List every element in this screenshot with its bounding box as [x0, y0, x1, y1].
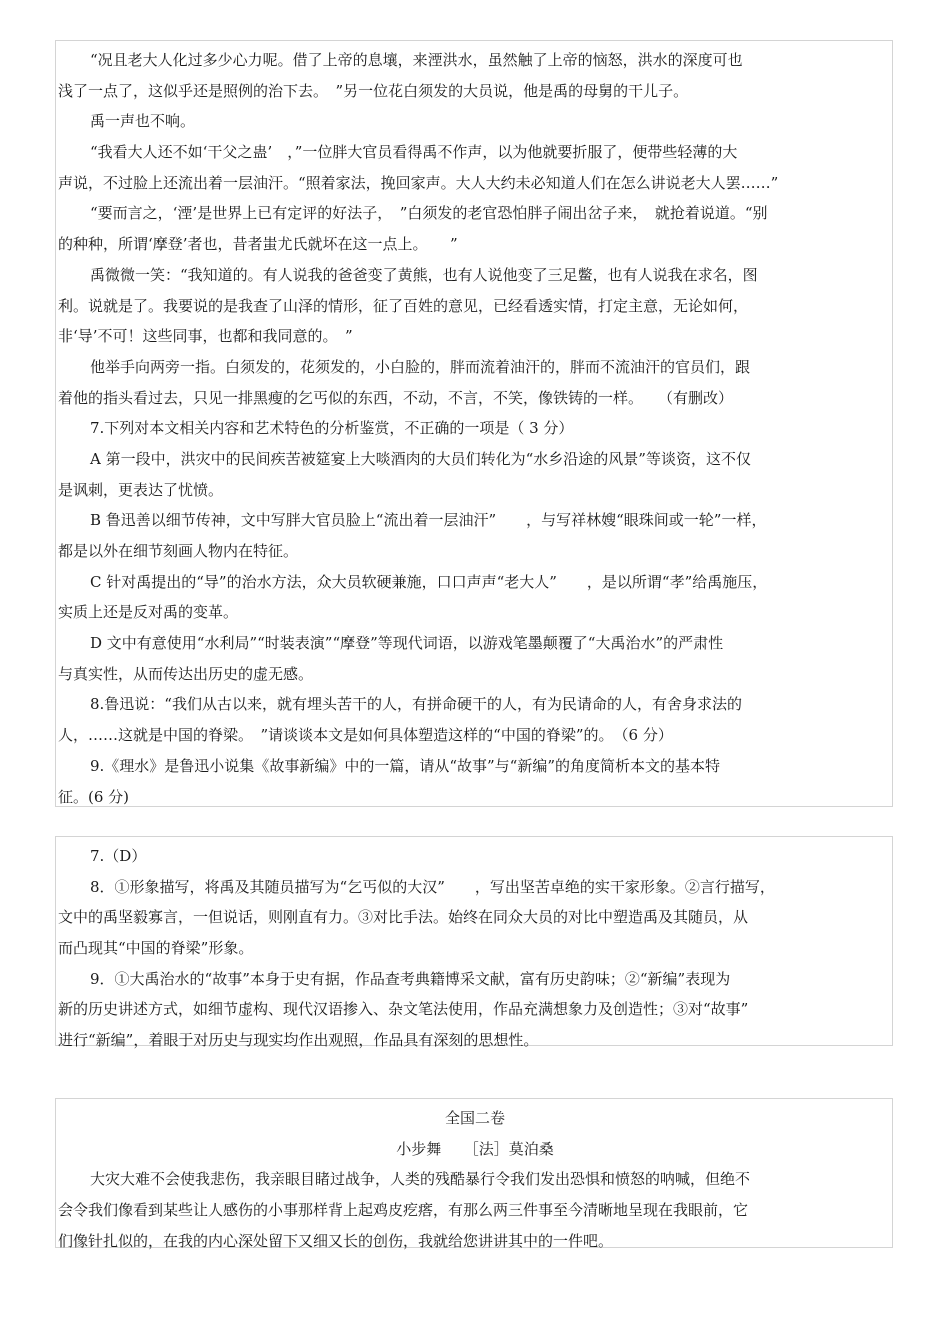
text-line: B 鲁迅善以细节传神，文中写胖大官员脸上“流出着一层油汗” ，与写祥林嫂“眼珠间或一轮”一样， — [90, 511, 767, 530]
text-line: C 针对禹提出的“导”的治水方法，众大员软硬兼施，口口声声“老大人” ，是以所谓“孝”给禹施压， — [90, 572, 768, 591]
text-line: 都是以外在细节刻画人物内在特征。 — [58, 542, 299, 560]
text-line: 7.（D） — [90, 847, 147, 865]
text-line: 们像针扎似的，在我的内心深处留下又细又长的创伤，我就给您讲讲其中的一件吧。 — [58, 1231, 614, 1250]
text-line: 新的历史讲述方式，如细节虚构、现代汉语掺入、杂文笔法使用，作品充满想象力及创造性；③对“故事” — [58, 1000, 749, 1019]
text-line: D 文中有意使用“水利局”“时装表演”“摩登”等现代词语，以游戏笔墨颠覆了“大禹治水”的严肃性 — [90, 634, 724, 653]
text-line: 文中的禹坚毅寡言，一但说话，则刚直有力。③对比手法。始终在同众大员的对比中塑造禹及其随员，从 — [58, 908, 749, 927]
text-line: 实质上还是反对禹的变革。 — [58, 603, 239, 622]
text-line: 非‘导’不可！这些同事，也都和我同意的。 ” — [58, 327, 353, 346]
text-line: 声说，不过脸上还流出着一层油汗。“照着家法，挽回家声。大人大约未必知道人们在怎么讲说老大人罢……” — [58, 173, 779, 192]
text-line: 的种种，所谓‘摩登’者也，昔者蚩尤氏就坏在这一点上。 ” — [58, 235, 458, 254]
text-line: 8.鲁迅说：“我们从古以来，就有埋头苦干的人，有拼命硬干的人，有为民请命的人，有舍身求法的 — [90, 695, 742, 714]
text-line: 利。说就是了。我要说的是我查了山泽的情形，征了百姓的意见，已经看透实情，打定主意，无论如何， — [58, 296, 749, 315]
text-line: 禹微微一笑：“我知道的。有人说我的爸爸变了黄熊，也有人说他变了三足鳖，也有人说我在求名，图 — [90, 265, 758, 284]
text-line: 7.下列对本文相关内容和艺术特色的分析鉴赏，不正确的一项是（ 3 分） — [90, 419, 574, 438]
text-line: 人，……这就是中国的脊梁。 ”请谈谈本文是如何具体塑造这样的“中国的脊梁”的。 （6 分） — [58, 726, 673, 745]
text-line: 8．①形象描写，将禹及其随员描写为“乞丐似的大汉” ，写出坚苦卓绝的实干家形象。②言行描写， — [90, 877, 775, 896]
text-line: 是讽刺，更表达了忧愤。 — [58, 480, 224, 499]
text-line: “我看大人还不如‘干父之蛊’ ，”一位胖大官员看得禹不作声，以为他就要折服了，便带些轻薄的大 — [90, 143, 738, 162]
text-line: 与真实性，从而传达出历史的虚无感。 — [58, 664, 314, 683]
text-line: 9．①大禹治水的“故事”本身于史有据，作品查考典籍博采文献，富有历史韵味；②“新编”表现为 — [90, 969, 731, 988]
text-line: 征。(6 分) — [58, 787, 130, 806]
passage-box — [55, 40, 893, 807]
text-line: 而凸现其“中国的脊梁”形象。 — [58, 939, 254, 958]
text-line: “要而言之，‘湮’是世界上已有定评的好法子， ”白须发的老官恐怕胖子闹出岔子来， 就抢着说道。“别 — [90, 204, 768, 223]
story-title: 小步舞 ［法］莫泊桑 — [396, 1139, 554, 1158]
text-line: 他举手向两旁一指。白须发的，花须发的，小白脸的，胖而流着油汗的，胖而不流油汗的官员们，跟 — [90, 357, 751, 376]
text-line: 9.《理水》是鲁迅小说集《故事新编》中的一篇，请从“故事”与“新编”的角度简析本文的基本特 — [90, 756, 720, 775]
text-line: 浅了一点了，这似乎还是照例的治下去。 ”另一位花白须发的大员说，他是禹的母舅的干儿子。 — [58, 81, 689, 100]
text-line: 着他的指头看过去，只见一排黑瘦的乞丐似的东西，不动，不言，不笑，像铁铸的一样。 （有删改） — [58, 388, 734, 407]
text-line: A 第一段中，洪灾中的民间疾苦被筵宴上大啖酒肉的大员们转化为“水乡沿途的风景”等谈资，这不仅 — [90, 449, 751, 468]
section2-box — [55, 1098, 893, 1248]
story-lines — [58, 1164, 892, 1256]
answers-box — [55, 836, 893, 1050]
section-heading: 全国二卷 — [444, 1109, 505, 1127]
text-line: 进行“新编”，着眼于对历史与现实均作出观照，作品具有深刻的思想性。 — [58, 1031, 539, 1050]
text-line: “况且老大人化过多少心力呢。借了上帝的息壤，来湮洪水，虽然触了上帝的恼怒，洪水的深度可也 — [90, 51, 743, 69]
text-line: 禹一声也不响。 — [90, 112, 196, 131]
text-line: 大灾大难不会使我悲伤，我亲眼目睹过战争，人类的残酷暴行令我们发出恐惧和愤怒的呐喊，但绝不 — [90, 1170, 751, 1189]
text-line: 会令我们像看到某些让人感伤的小事那样背上起鸡皮疙瘩，有那么两三件事至今清晰地呈现在我眼前，它 — [58, 1201, 749, 1220]
